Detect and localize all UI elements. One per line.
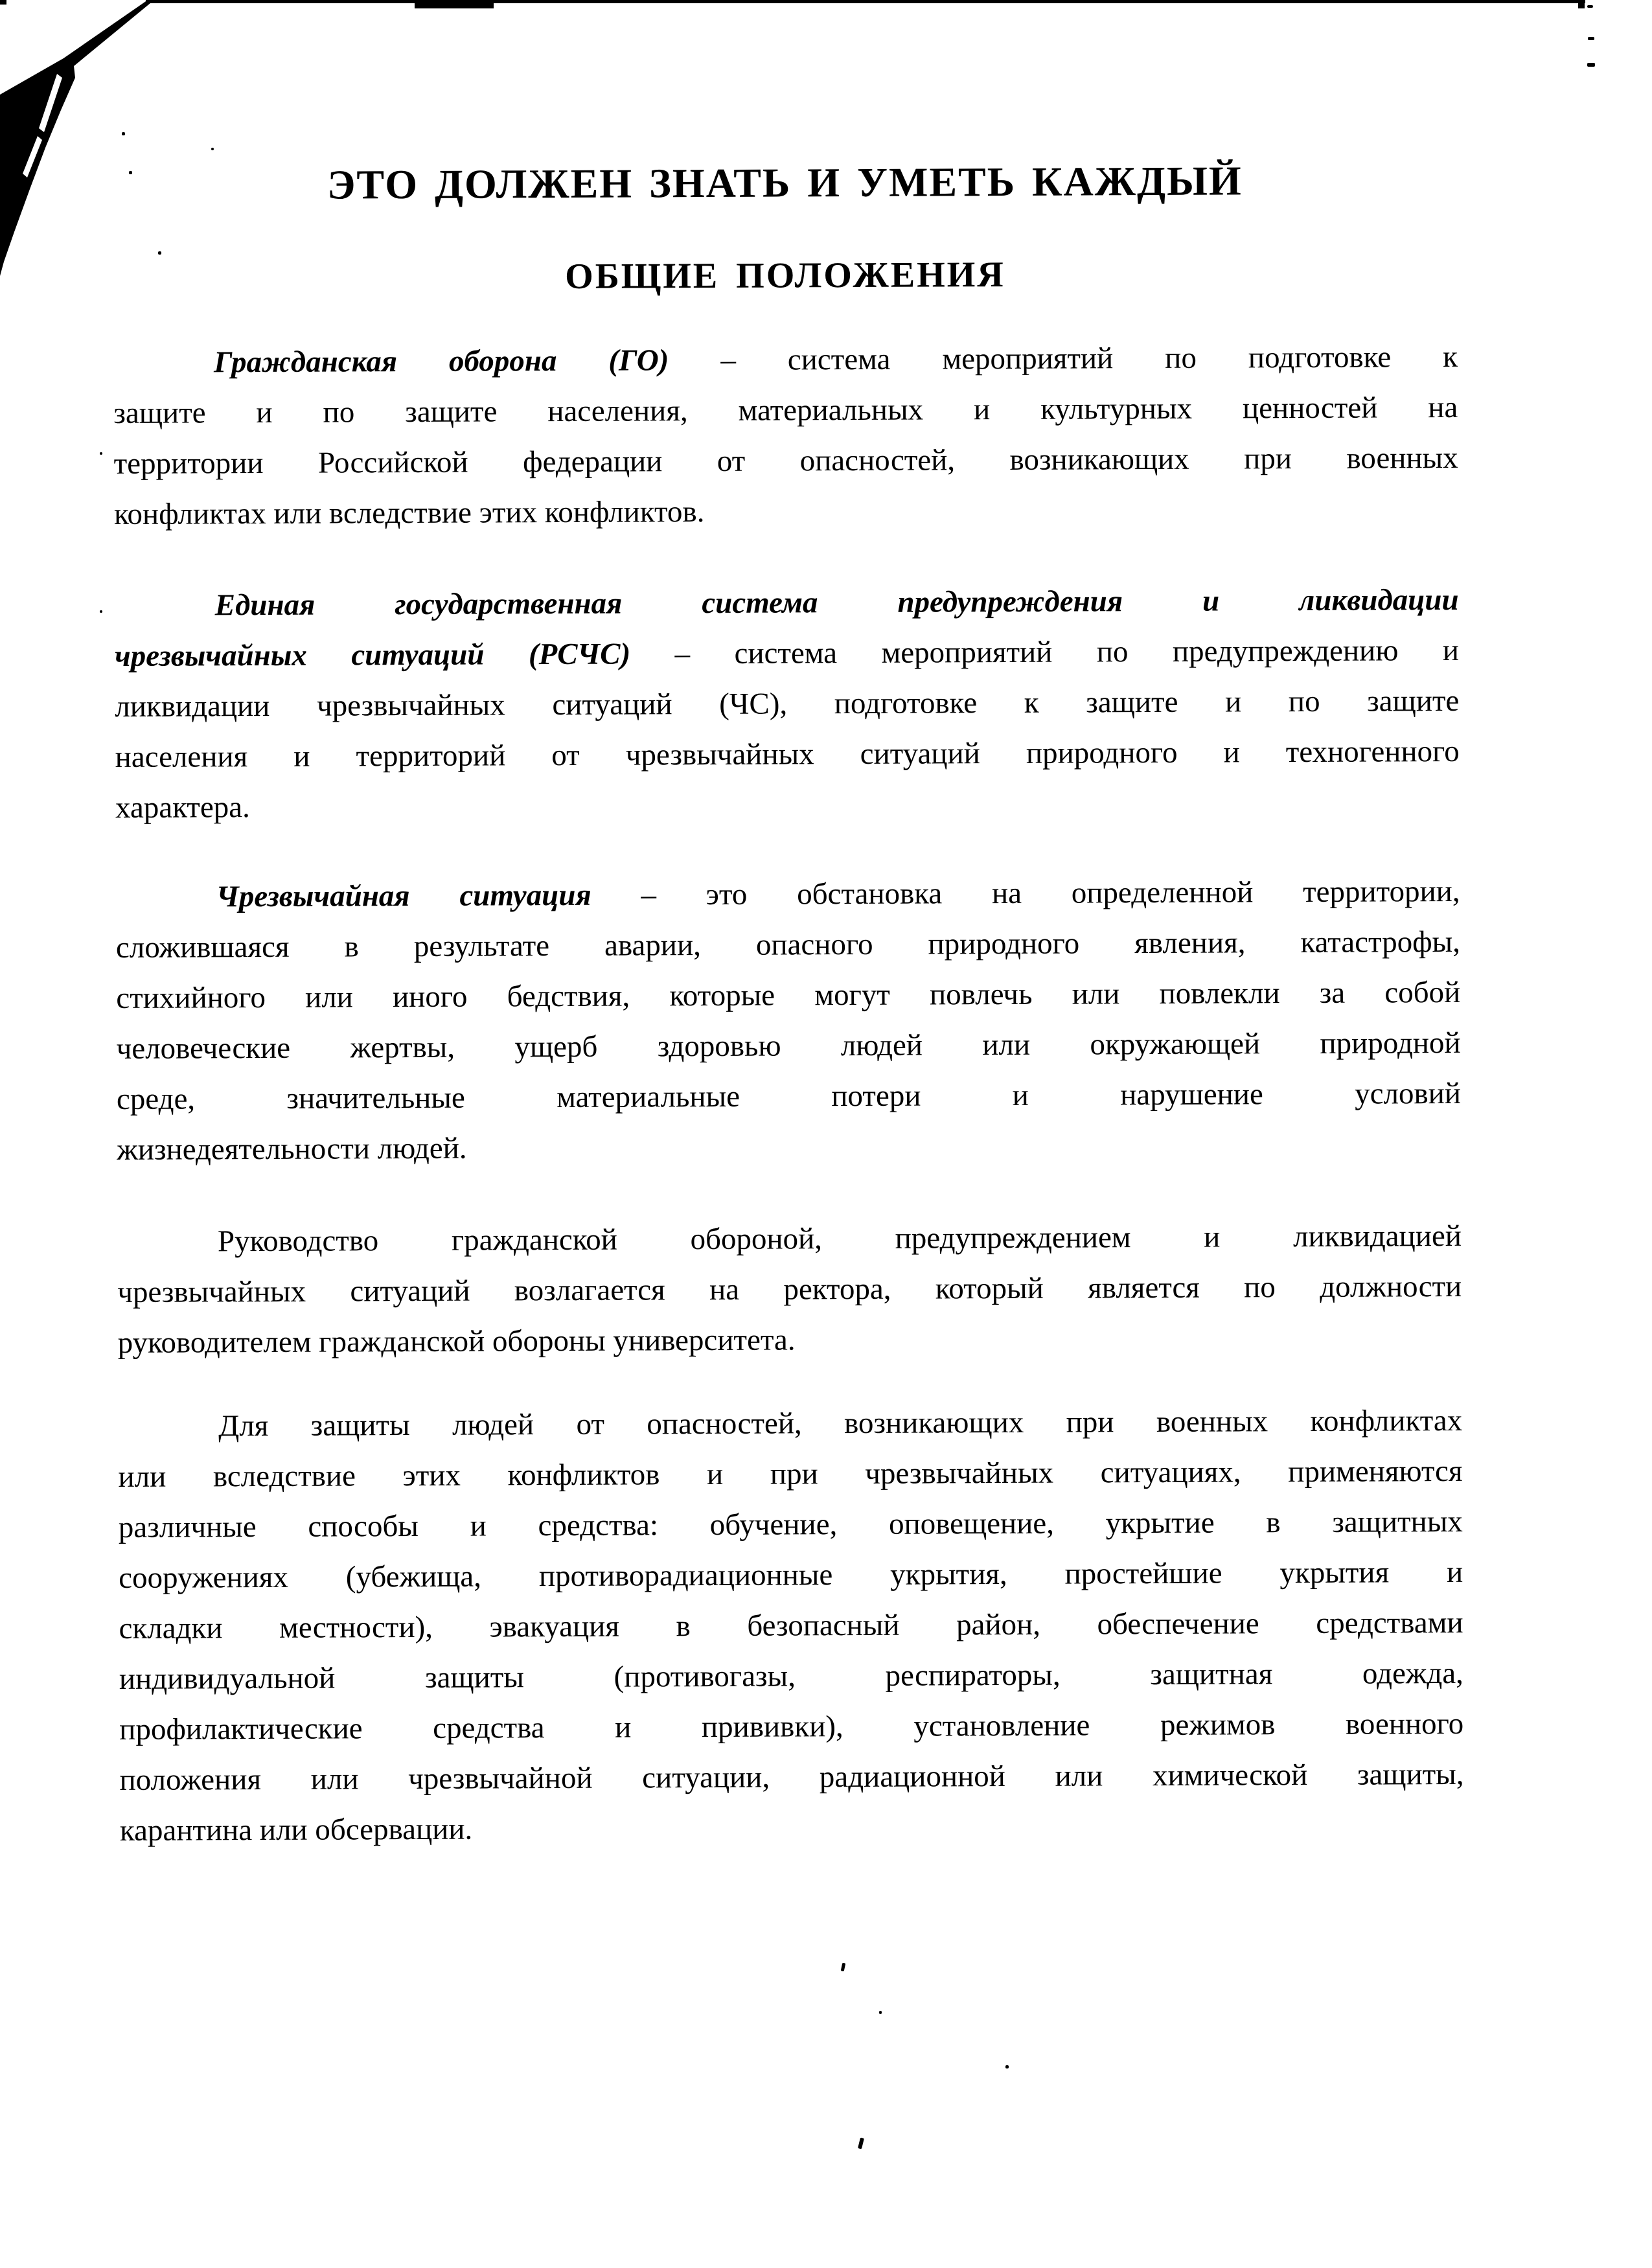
text-run: положения или чрезвычайной ситуации, радиационной или химической защиты, <box>119 1757 1464 1797</box>
text-line <box>119 1598 1463 1654</box>
bold-term: Гражданская оборона (ГО) <box>213 343 669 380</box>
text-line <box>117 1068 1461 1125</box>
text-run: чрезвычайных ситуаций возлагается на ректора, который является по должности <box>117 1269 1462 1309</box>
text-line <box>114 433 1458 489</box>
text-line <box>117 1261 1462 1318</box>
text-run: различные способы и средства: обучение, оповещение, укрытие в защитных <box>118 1504 1463 1544</box>
paragraph-emergency-definition <box>115 866 1461 1175</box>
text-run: защите и по защите населения, материальных и культурных ценностей на <box>113 390 1458 431</box>
text-line <box>115 777 1460 833</box>
text-line <box>115 866 1460 922</box>
scan-speck <box>1587 5 1593 8</box>
text-line <box>119 1648 1463 1704</box>
paragraph-leadership <box>117 1211 1462 1368</box>
text-line <box>115 625 1459 682</box>
paragraph-rschs-definition <box>114 575 1460 833</box>
scan-speck <box>100 610 102 613</box>
text-line <box>113 332 1458 388</box>
paragraph-protection-methods <box>118 1395 1464 1856</box>
text-run: человеческие жертвы, ущерб здоровью людей или окружающей природной <box>116 1025 1461 1066</box>
text-run: – это обстановка на определенной территории, <box>591 874 1460 912</box>
page-content <box>112 0 1466 2268</box>
text-run: руководителем гражданской обороны университета. <box>117 1323 796 1360</box>
text-line <box>117 1312 1462 1368</box>
scan-speck <box>100 452 102 455</box>
text-run: сложившаяся в результате аварии, опасного природного явления, катастрофы, <box>115 924 1461 965</box>
scan-speck <box>1588 37 1594 40</box>
bold-term: Чрезвычайная ситуация <box>216 878 591 914</box>
text-line <box>116 917 1460 973</box>
text-run: среде, значительные материальные потери и нарушение условий <box>116 1076 1462 1116</box>
document-title: ЭТО ДОЛЖЕН ЗНАТЬ И УМЕТЬ КАЖДЫЙ <box>327 157 1243 208</box>
text-line <box>119 1749 1463 1805</box>
bold-term: чрезвычайных ситуаций (РСЧС) <box>114 637 631 674</box>
text-line <box>119 1496 1463 1553</box>
text-run: территории Российской федерации от опасностей, возникающих при военных <box>113 441 1458 481</box>
text-line <box>120 1800 1464 1856</box>
text-run: или вследствие этих конфликтов и при чрезвычайных ситуациях, применяются <box>118 1454 1463 1494</box>
text-line <box>116 1018 1460 1074</box>
text-run: жизнедеятельности людей. <box>117 1131 467 1167</box>
text-run: – система мероприятий по подготовке к <box>669 339 1458 378</box>
text-line <box>119 1699 1463 1755</box>
text-line <box>118 1395 1462 1452</box>
text-run: Руководство гражданской обороной, предупреждением и ликвидацией <box>217 1219 1462 1259</box>
text-run: индивидуальной защиты (противогазы, респираторы, защитная одежда, <box>119 1656 1463 1696</box>
text-line <box>118 1446 1462 1502</box>
text-run: карантина или обсервации. <box>119 1812 473 1848</box>
text-run: профилактические средства и прививки), установление режимов военного <box>119 1706 1464 1747</box>
text-run: Для защиты людей от опасностей, возникающих при военных конфликтах <box>218 1403 1463 1443</box>
text-line <box>116 967 1460 1024</box>
bold-term: Единая государственная система предупреждения и ликвидации <box>214 582 1459 623</box>
text-line <box>114 575 1458 631</box>
scan-speck <box>1587 63 1595 67</box>
text-run: стихийного или иного бедствия, которые могут повлечь или повлекли за собой <box>116 975 1461 1016</box>
scan-speck <box>84 44 87 47</box>
text-run: характера. <box>115 790 250 825</box>
text-run: населения и территорий от чрезвычайных ситуаций природного и техногенного <box>115 734 1460 775</box>
text-line <box>115 676 1459 732</box>
text-line <box>119 1547 1463 1603</box>
text-line <box>113 382 1458 439</box>
text-run: – система мероприятий по предупреждению и <box>630 633 1460 671</box>
paragraph-civil-defense-definition <box>113 332 1458 540</box>
text-run: конфликтах или вследствие этих конфликтов. <box>113 495 705 532</box>
text-line <box>117 1119 1461 1175</box>
text-line <box>117 1211 1462 1267</box>
text-line <box>114 483 1458 540</box>
text-line <box>115 726 1460 783</box>
text-run: ликвидации чрезвычайных ситуаций (ЧС), подготовке к защите и по защите <box>115 683 1460 724</box>
document-subtitle: ОБЩИЕ ПОЛОЖЕНИЯ <box>565 255 1005 297</box>
text-run: складки местности), эвакуация в безопасный район, обеспечение средствами <box>119 1605 1463 1645</box>
scan-top-edge-tick <box>1578 0 1585 8</box>
text-run: сооружениях (убежища, противорадиационные укрытия, простейшие укрытия и <box>119 1555 1463 1595</box>
